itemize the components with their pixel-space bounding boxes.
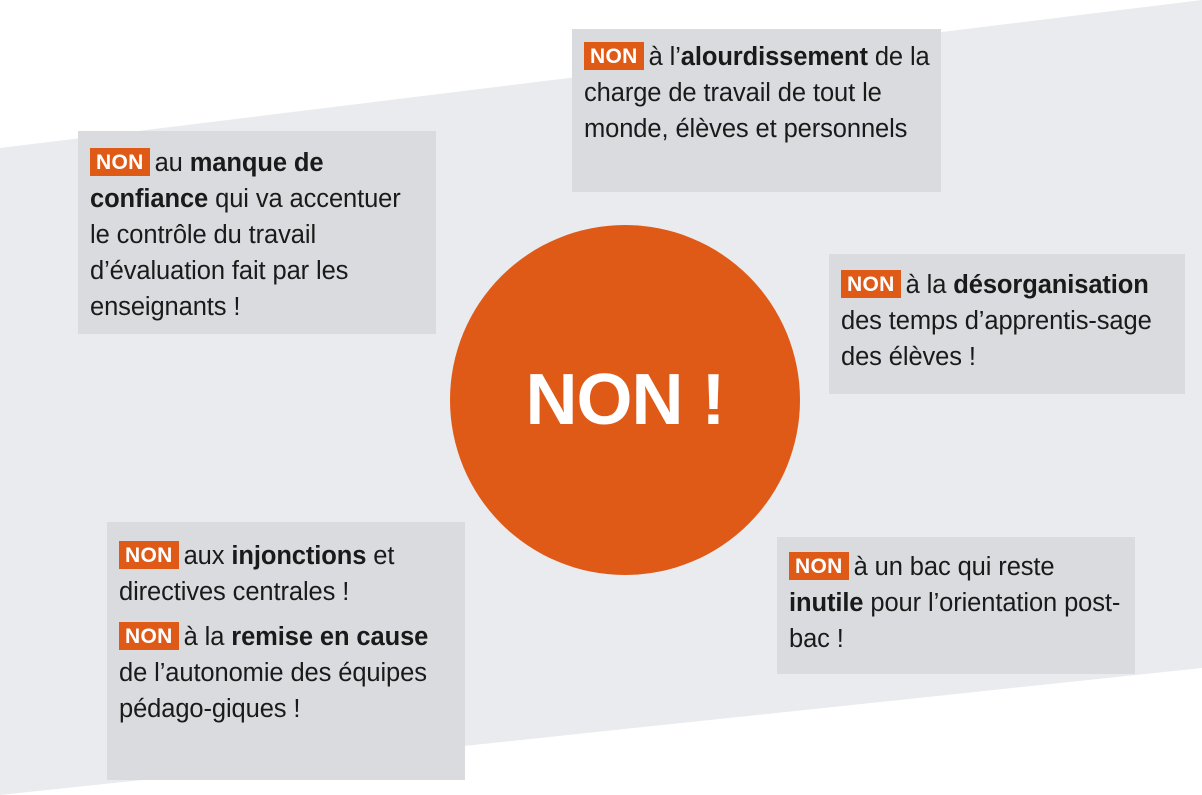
non-tag: NON [841,270,901,298]
non-tag: NON [584,42,644,70]
text-pre: au [154,149,190,177]
text-post: des temps d’apprentis-sage des élèves ! [841,307,1152,371]
text-post: qui va accentuer le contrôle du travail d’évaluation fait par les enseignants ! [90,185,401,321]
text-post: et directives centrales ! [119,542,395,606]
text-pre: à la [905,271,954,299]
text-post: de l’autonomie des équipes pédago-giques ! [119,659,427,723]
text-bold: désorganisation [953,271,1149,299]
text-bold: manque de confiance [90,149,324,213]
non-tag: NON [119,622,179,650]
non-tag: NON [90,148,150,176]
text-pre: à l’ [648,43,681,71]
box-injonctions-remise [107,522,465,780]
box-desorganisation [829,254,1185,394]
text-pre: aux [183,542,232,570]
text-bold: inutile [789,589,864,617]
text-bold: alourdissement [680,43,868,71]
text-post: pour l’orientation post-bac ! [789,589,1121,653]
box-manque-confiance [78,131,436,334]
text-pre: à la [183,623,232,651]
non-tag: NON [789,552,849,580]
text-bold: remise en cause [231,623,429,651]
paragraph-remise [119,619,455,727]
center-label: NON ! [525,360,725,440]
box-bac-inutile [777,537,1135,674]
box-alourdissement [572,29,941,192]
text-pre: à un bac qui reste [853,553,1055,581]
paragraph-injonctions [119,538,455,610]
center-circle [450,225,800,575]
text-bold: injonctions [231,542,367,570]
text-post: de la charge de travail de tout le monde, élèves et personnels [584,43,930,143]
non-tag: NON [119,541,179,569]
